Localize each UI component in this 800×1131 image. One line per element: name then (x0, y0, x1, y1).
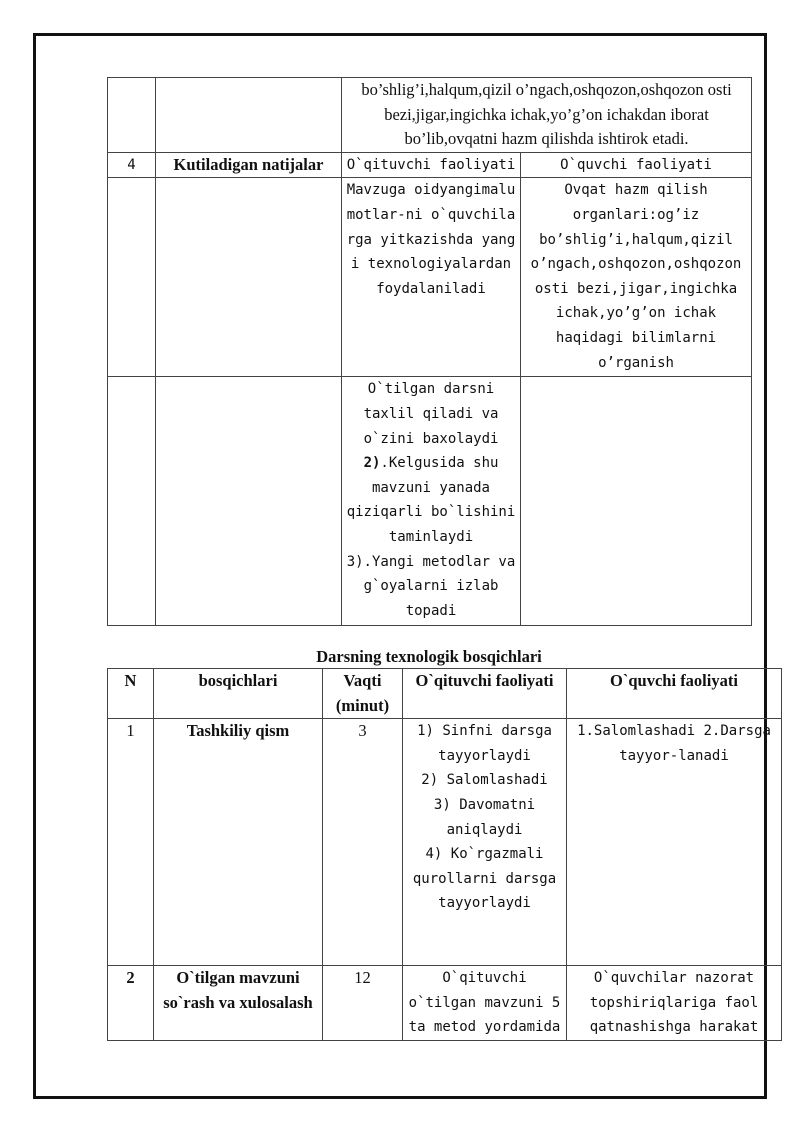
column-header-stage: bosqichlari (154, 669, 323, 719)
row-number-cell: 4 (108, 152, 156, 178)
teacher-item (345, 451, 517, 549)
table-row (108, 377, 752, 626)
teacher-activity-header: O`qituvchi faoliyati (342, 152, 521, 178)
row-label-cell (156, 78, 342, 153)
empty-cell (108, 377, 156, 626)
item-text: .Kelgusida shu mavzuni yanada qiziqarli bo`lishini taminlaydi (346, 455, 516, 545)
teacher-item: 4) Ko`rgazmali qurollarni darsga tayyorlaydi (412, 846, 557, 912)
teacher-activity-cell: O`qituvchi o`tilgan mavzuni 5 ta metod yordamida (403, 966, 567, 1041)
empty-cell (108, 178, 156, 377)
teacher-item: 3) Davomatni aniqlaydi (433, 796, 536, 838)
column-header-teacher: O`qituvchi faoliyati (403, 669, 567, 719)
student-activity-cell: O`quvchilar nazorat topshiriqlariga faol qatnashishga harakat (567, 966, 782, 1041)
table-row (108, 966, 782, 1041)
stage-name: O`tilgan mavzuni so`rash va xulosalash (154, 966, 323, 1041)
teacher-activity-cell: Mavzuga oidyangimalumotlar-ni o`quvchilarga yitkazishda yangi texnologiyalardan foydalaniladi (342, 178, 521, 377)
student-activity-cell: Ovqat hazm qilish organlari:og’iz bo’shlig’i,halqum,qizil o’ngach,oshqozon,oshqozon osti bezi,jigar,ingichka ichak,yo’g’on ichak haqidagi bilimlarni o’rganish (521, 178, 752, 377)
teacher-item: O`tilgan darsni taxlil qiladi va o`zini baxolaydi (363, 381, 499, 447)
student-activity-cell (521, 377, 752, 626)
teacher-item: 2) Salomlashadi (421, 772, 548, 789)
student-activity-cell: 1.Salomlashadi 2.Darsga tayyor-lanadi (567, 719, 782, 966)
empty-cell (156, 178, 342, 377)
teacher-item: 3).Yangi metodlar va g`oyalarni izlab topadi (346, 553, 516, 619)
lesson-stages-table (107, 668, 782, 1041)
table-row (108, 178, 752, 377)
table-row (108, 78, 752, 153)
expected-results-table (107, 77, 752, 626)
student-activity-header: O`quvchi faoliyati (521, 152, 752, 178)
column-header-time: Vaqti (minut) (323, 669, 403, 719)
expected-results-label: Kutiladigan natijalar (156, 152, 342, 178)
teacher-activity-cell (342, 377, 521, 626)
column-header-n: N (108, 669, 154, 719)
stage-time: 3 (323, 719, 403, 966)
table-header-row (108, 669, 782, 719)
teacher-item: 1) Sinfni darsga tayyorlaydi (417, 723, 552, 764)
empty-cell (156, 377, 342, 626)
continued-text-cell: bo’shlig’i,halqum,qizil o’ngach,oshqozon,oshqozon osti bezi,jigar,ingichka ichak,yo’g’on ichakdan iborat bo’lib,ovqatni hazm qilishda ishtirok etadi. (342, 78, 752, 153)
row-number-cell (108, 78, 156, 153)
stage-number: 1 (108, 719, 154, 966)
table-row (108, 152, 752, 178)
teacher-activity-cell (403, 719, 567, 966)
stage-time: 12 (323, 966, 403, 1041)
stage-number: 2 (108, 966, 154, 1041)
column-header-student: O`quvchi faoliyati (567, 669, 782, 719)
section-title: Darsning texnologik bosqichlari (316, 647, 542, 666)
item-number: 2) (363, 455, 381, 472)
stage-name: Tashkiliy qism (154, 719, 323, 966)
table-row (108, 719, 782, 966)
